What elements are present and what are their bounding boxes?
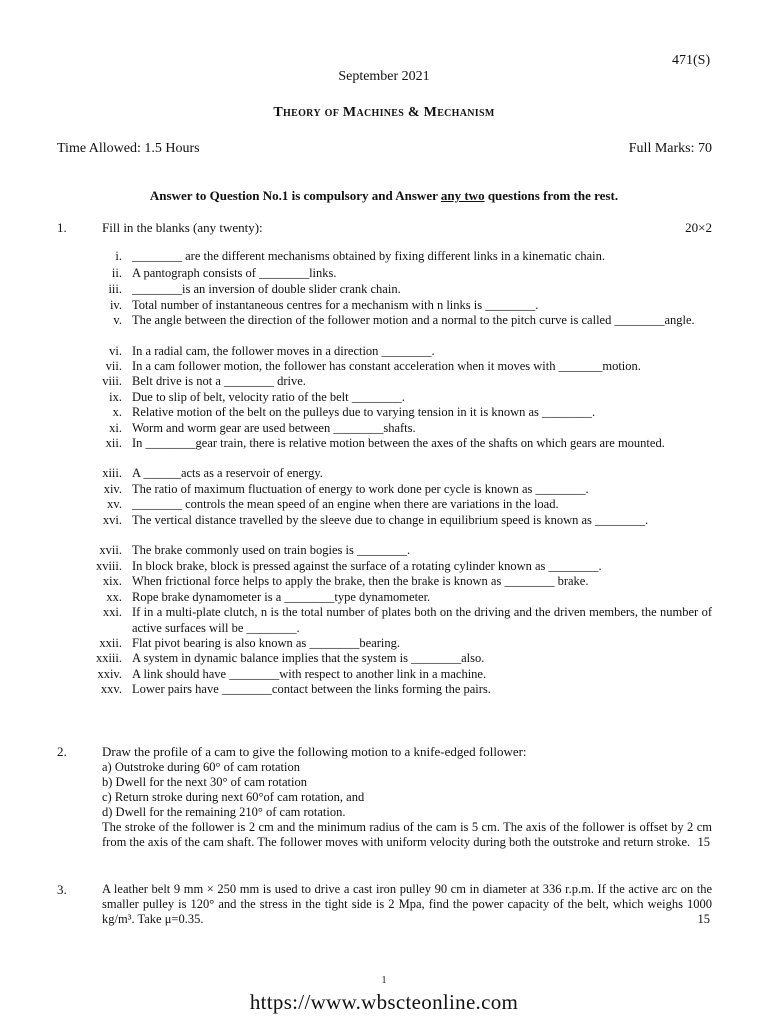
question-number-3: 3. [57, 882, 67, 897]
question-2-marks: 15 [697, 835, 710, 849]
item-text: ________ controls the mean speed of an engine when there are variations in the load. [132, 497, 559, 511]
item-text: Lower pairs have ________contact between the links forming the pairs. [132, 682, 491, 696]
item-number: xxiii. [95, 651, 122, 665]
item-number: ii. [111, 266, 122, 280]
item-number: xi. [109, 421, 122, 435]
item-number: xii. [105, 436, 122, 450]
item-number: v. [113, 313, 122, 327]
question-2-heading: Draw the profile of a cam to give the following motion to a knife-edged follower: [102, 744, 527, 759]
item-text: A system in dynamic balance implies that the system is ________also. [132, 651, 485, 665]
item-number: xiv. [103, 482, 122, 496]
item-text: When frictional force helps to apply the brake, then the brake is known as ________ brake. [132, 574, 589, 588]
item-text: In a cam follower motion, the follower has constant acceleration when it moves with _______motion. [132, 359, 641, 373]
item-text: The vertical distance travelled by the sleeve due to change in equilibrium speed is known as ________. [132, 513, 649, 527]
footer-url[interactable]: https://www.wbscteonline.com [249, 990, 519, 1014]
item-text: Relative motion of the belt on the pulleys due to varying tension in it is known as ________. [132, 405, 596, 419]
full-marks: Full Marks: 70 [628, 141, 712, 156]
item-number: ix. [109, 390, 122, 404]
question-2-part-b: b) Dwell for the next 30° of cam rotation [102, 775, 307, 789]
time-allowed: Time Allowed: 1.5 Hours [57, 141, 200, 156]
item-number: viii. [102, 374, 122, 388]
question-3-body [102, 882, 712, 927]
item-text: The ratio of maximum fluctuation of energy to work done per cycle is known as ________. [132, 482, 589, 496]
question-2-text: The stroke of the follower is 2 cm and the minimum radius of the cam is 5 cm. The axis of the follower is offset by 2 cm from the axis of the cam shaft. The follower moves with uniform velocity during both the outstroke and return stroke. [102, 820, 712, 849]
item-number: xx. [106, 590, 122, 604]
question-number-1: 1. [57, 220, 67, 235]
question-3-text: A leather belt 9 mm × 250 mm is used to drive a cast iron pulley 90 cm in diameter at 336 r.p.m. If the active arc on the smaller pulley is 120° and the stress in the tight side is 2 Mpa, find the power capacity of the belt, which weighs 1000 kg/m³. Take μ=0.35. [102, 882, 712, 926]
item-text: ________is an inversion of double slider crank chain. [132, 282, 401, 296]
exam-date: September 2021 [338, 69, 430, 84]
question-1-heading: Fill in the blanks (any twenty): [102, 220, 263, 235]
item-text: Total number of instantaneous centres for a mechanism with n links is ________. [132, 298, 539, 312]
item-number: vii. [105, 359, 122, 373]
item-text: A ______acts as a reservoir of energy. [132, 466, 323, 480]
question-2-part-c: c) Return stroke during next 60°of cam rotation, and [102, 790, 365, 804]
item-number: xxi. [102, 605, 122, 619]
item-number: xvii. [99, 543, 122, 557]
item-text: Worm and worm gear are used between ________shafts. [132, 421, 416, 435]
item-text: Flat pivot bearing is also known as ________bearing. [132, 636, 401, 650]
item-text: ________ are the different mechanisms obtained by fixing different links in a kinematic chain. [132, 249, 606, 263]
question-1-marks: 20×2 [685, 220, 712, 235]
item-number: xxv. [100, 682, 122, 696]
page-number: 1 [381, 975, 387, 986]
item-text: If in a multi-plate clutch, n is the total number of plates both on the driving and the driven members, the number of active surfaces will be ________. [132, 605, 712, 635]
item-number: i. [115, 249, 122, 263]
instructions [0, 188, 768, 204]
item-text: A link should have ________with respect to another link in a machine. [132, 667, 487, 681]
question-3-marks: 15 [697, 912, 710, 926]
question-number-2: 2. [57, 744, 67, 759]
instruction-underlined: any two [440, 188, 485, 203]
question-2-part-a: a) Outstroke during 60° of cam rotation [102, 760, 301, 774]
item-number: x. [112, 405, 122, 419]
item-number: xiii. [102, 466, 122, 480]
item-number: xxii. [99, 636, 122, 650]
item-number: xxiv. [97, 667, 122, 681]
item-text: In block brake, block is pressed against the surface of a rotating cylinder known as ________. [132, 559, 602, 573]
item-text: Due to slip of belt, velocity ratio of the belt ________. [132, 390, 405, 404]
item-text: Rope brake dynamometer is a ________type dynamometer. [132, 590, 431, 604]
question-2-body [102, 820, 712, 850]
item-text: Belt drive is not a ________ drive. [132, 374, 306, 388]
item-number: iii. [108, 282, 122, 296]
item-text: In a radial cam, the follower moves in a direction ________. [132, 344, 435, 358]
item-number: vi. [109, 344, 122, 358]
item-number: xv. [107, 497, 122, 511]
item-text: The angle between the direction of the follower motion and a normal to the pitch curve is called ________angle. [132, 313, 695, 327]
item-number: iv. [109, 298, 122, 312]
item-number: xviii. [95, 559, 122, 573]
instruction-part-b: questions from the rest. [484, 188, 619, 203]
paper-title: Theory of Machines & Mechanism [273, 105, 495, 120]
paper-code: 471(S) [672, 53, 711, 68]
item-text: A pantograph consists of ________links. [132, 266, 337, 280]
instruction-part-a: Answer to Question No.1 is compulsory and Answer [149, 188, 441, 203]
item-text: In ________gear train, there is relative motion between the axes of the shafts on which gears are mounted. [132, 436, 665, 450]
item-text: The brake commonly used on train bogies is ________. [132, 543, 411, 557]
item-number: xix. [102, 574, 122, 588]
item-number: xvi. [102, 513, 122, 527]
question-2-part-d: d) Dwell for the remaining 210° of cam rotation. [102, 805, 346, 819]
